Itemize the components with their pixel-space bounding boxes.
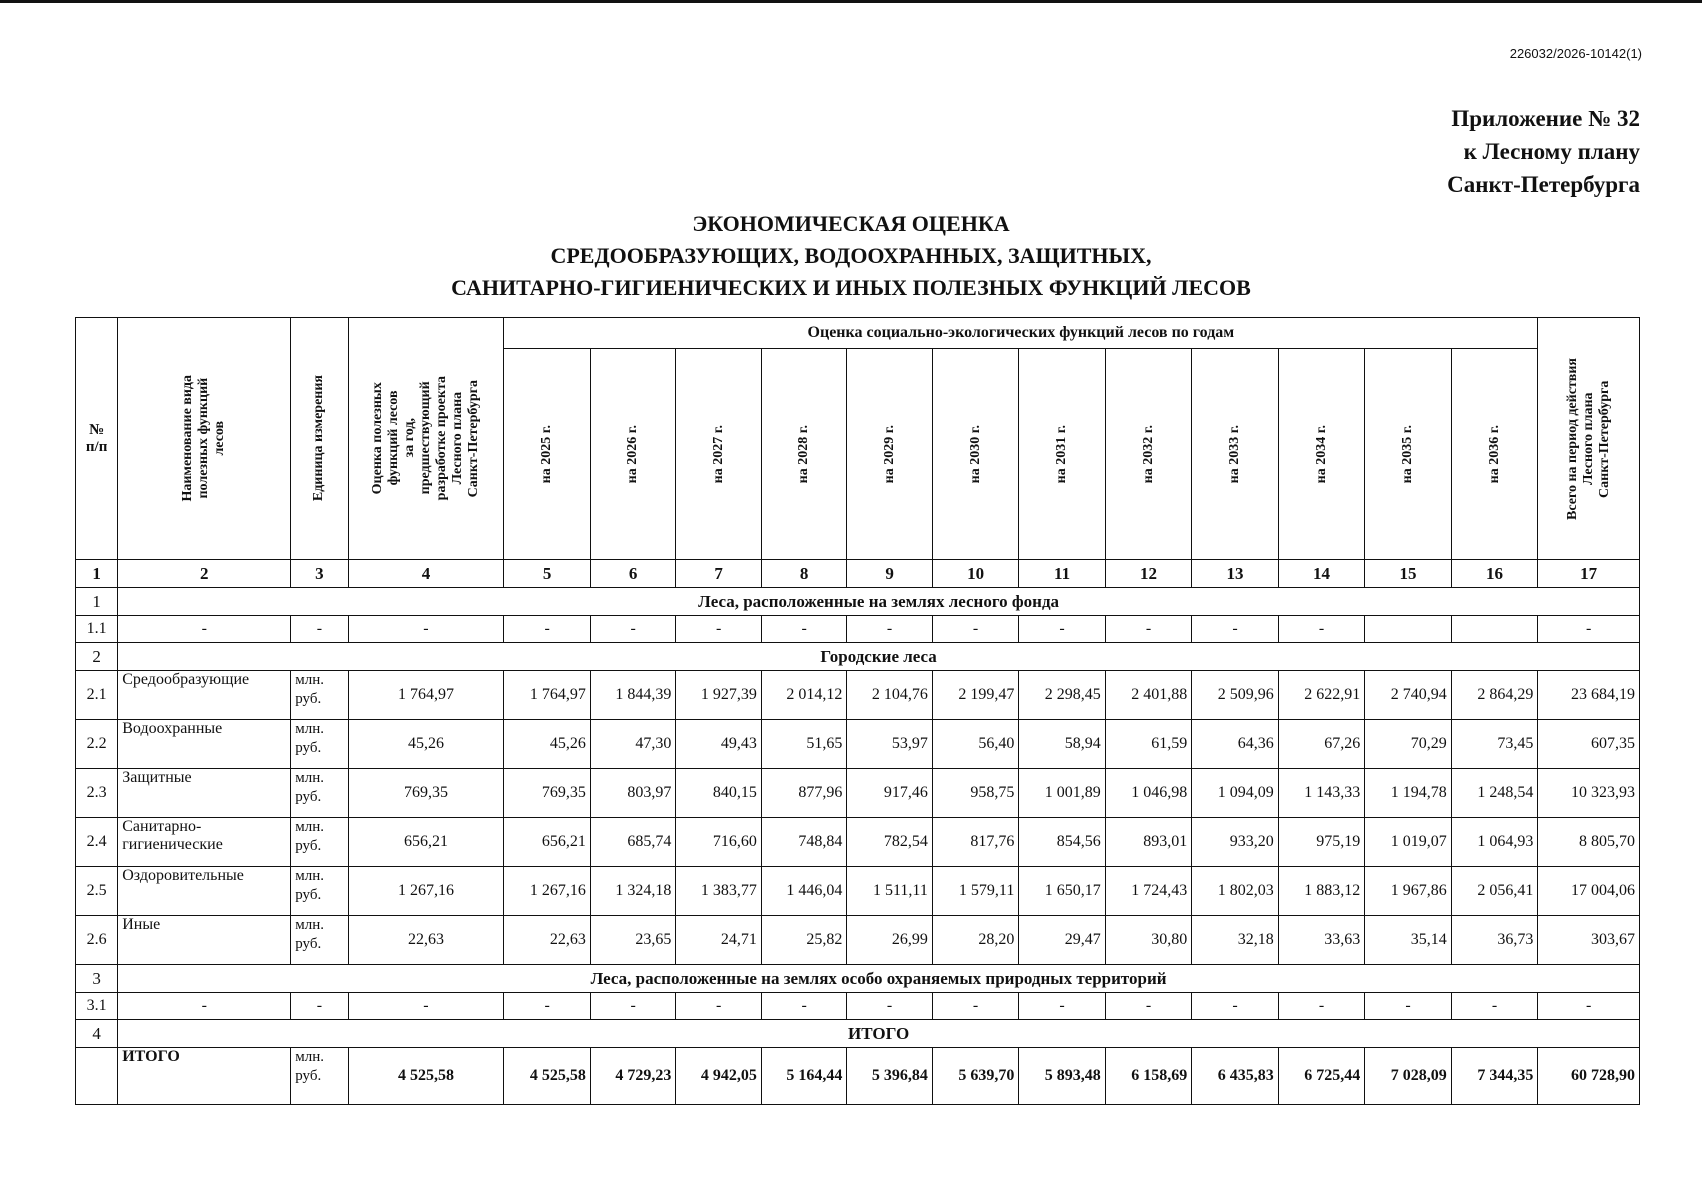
row-year-value: 5 164,44 <box>761 1048 846 1105</box>
header-prev-year-text: Оценка полезных функций лесов за год, предшествующий разработке проекта Лесного плана Санкт-Петербурга <box>369 376 481 501</box>
row-year-value: 6 158,69 <box>1105 1048 1191 1105</box>
row-name: Водоохранные <box>118 720 291 769</box>
header-year-text: на 2034 г. <box>1313 424 1329 484</box>
dash-cell: - <box>847 616 932 643</box>
row-name: ИТОГО <box>118 1048 291 1105</box>
row-year-value: 6 435,83 <box>1192 1048 1278 1105</box>
dash-cell: - <box>590 993 675 1020</box>
row-year-value: 2 740,94 <box>1365 671 1451 720</box>
dash-cell: - <box>932 993 1018 1020</box>
header-name-text: Наименование вида полезных функций лесов <box>180 375 228 502</box>
row-year-value: 975,19 <box>1278 818 1364 867</box>
valuation-table <box>75 317 1640 1105</box>
dash-cell <box>1365 616 1451 643</box>
row-year-value: 2 014,12 <box>761 671 846 720</box>
header-total-text: Всего на период действия Лесного плана Санкт-Петербурга <box>1564 357 1612 520</box>
column-number: 12 <box>1105 560 1191 588</box>
dash-cell: - <box>504 993 590 1020</box>
section-title: Леса, расположенные на землях лесного фонда <box>118 588 1640 616</box>
column-number: 1 <box>76 560 118 588</box>
row-year-value: 64,36 <box>1192 720 1278 769</box>
row-number: 2.4 <box>76 818 118 867</box>
dash-cell: - <box>348 993 504 1020</box>
header-year-text: на 2030 г. <box>967 424 983 484</box>
row-year-value: 917,46 <box>847 769 932 818</box>
row-unit: млн. руб. <box>291 867 348 916</box>
row-year-value: 1 927,39 <box>676 671 761 720</box>
row-year-value: 840,15 <box>676 769 761 818</box>
row-prev-value: 22,63 <box>348 916 504 965</box>
dash-cell: - <box>1105 993 1191 1020</box>
column-number: 15 <box>1365 560 1451 588</box>
header-year-text: на 2028 г. <box>796 424 812 484</box>
section-number: 3 <box>76 965 118 993</box>
row-year-value: 1 967,86 <box>1365 867 1451 916</box>
header-year <box>676 349 761 560</box>
row-name: Оздоровительные <box>118 867 291 916</box>
row-year-value: 1 324,18 <box>590 867 675 916</box>
header-year <box>847 349 932 560</box>
dash-cell: - <box>504 616 590 643</box>
appendix-line-3: Санкт-Петербурга <box>1447 172 1640 197</box>
column-number: 2 <box>118 560 291 588</box>
column-number: 8 <box>761 560 846 588</box>
dash-cell: - <box>1019 993 1105 1020</box>
table-row <box>76 720 1640 769</box>
row-year-value: 35,14 <box>1365 916 1451 965</box>
row-year-value: 53,97 <box>847 720 932 769</box>
row-year-value: 33,63 <box>1278 916 1364 965</box>
row-year-value: 2 104,76 <box>847 671 932 720</box>
row-number: 2.2 <box>76 720 118 769</box>
header-prev-year <box>348 318 504 560</box>
header-name <box>118 318 291 560</box>
row-year-value: 7 344,35 <box>1451 1048 1538 1105</box>
table-row <box>76 769 1640 818</box>
row-year-value: 877,96 <box>761 769 846 818</box>
empty-row <box>76 616 1640 643</box>
row-year-value: 1 064,93 <box>1451 818 1538 867</box>
header-year-text: на 2031 г. <box>1054 424 1070 484</box>
header-year <box>1278 349 1364 560</box>
dash-cell: - <box>761 993 846 1020</box>
row-year-value: 1 094,09 <box>1192 769 1278 818</box>
header-year-text: на 2026 г. <box>625 424 641 484</box>
dash-cell: - <box>1278 616 1364 643</box>
header-unit <box>291 318 348 560</box>
header-total <box>1538 318 1640 560</box>
row-year-value: 1 511,11 <box>847 867 932 916</box>
table-row <box>76 867 1640 916</box>
row-year-value: 4 729,23 <box>590 1048 675 1105</box>
row-year-value: 36,73 <box>1451 916 1538 965</box>
header-year <box>761 349 846 560</box>
row-year-value: 2 622,91 <box>1278 671 1364 720</box>
row-name: Иные <box>118 916 291 965</box>
header-year <box>1365 349 1451 560</box>
column-number: 14 <box>1278 560 1364 588</box>
row-year-value: 2 864,29 <box>1451 671 1538 720</box>
title-line-2: СРЕДООБРАЗУЮЩИХ, ВОДООХРАННЫХ, ЗАЩИТНЫХ, <box>550 243 1152 268</box>
row-year-value: 1 446,04 <box>761 867 846 916</box>
row-year-value: 656,21 <box>504 818 590 867</box>
row-year-value: 1 650,17 <box>1019 867 1105 916</box>
row-year-value: 1 764,97 <box>504 671 590 720</box>
header-year <box>932 349 1018 560</box>
dash-cell: - <box>1019 616 1105 643</box>
row-year-value: 1 883,12 <box>1278 867 1364 916</box>
document-title <box>0 208 1702 304</box>
dash-cell: - <box>676 993 761 1020</box>
dash-cell: - <box>118 616 291 643</box>
row-total-value: 607,35 <box>1538 720 1640 769</box>
row-number: 1.1 <box>76 616 118 643</box>
header-year <box>590 349 675 560</box>
row-year-value: 817,76 <box>932 818 1018 867</box>
column-number: 16 <box>1451 560 1538 588</box>
empty-row <box>76 993 1640 1020</box>
row-year-value: 2 298,45 <box>1019 671 1105 720</box>
row-year-value: 58,94 <box>1019 720 1105 769</box>
dash-cell: - <box>348 616 504 643</box>
row-total-value: 10 323,93 <box>1538 769 1640 818</box>
section-title: Леса, расположенные на землях особо охраняемых природных территорий <box>118 965 1640 993</box>
row-year-value: 803,97 <box>590 769 675 818</box>
row-number <box>76 1048 118 1105</box>
column-number-row <box>76 560 1640 588</box>
row-year-value: 25,82 <box>761 916 846 965</box>
column-number: 7 <box>676 560 761 588</box>
row-year-value: 1 267,16 <box>504 867 590 916</box>
row-total-value: 23 684,19 <box>1538 671 1640 720</box>
row-year-value: 958,75 <box>932 769 1018 818</box>
dash-cell: - <box>118 993 291 1020</box>
row-year-value: 769,35 <box>504 769 590 818</box>
row-year-value: 685,74 <box>590 818 675 867</box>
header-year <box>1019 349 1105 560</box>
row-year-value: 47,30 <box>590 720 675 769</box>
row-number: 2.5 <box>76 867 118 916</box>
header-unit-text: Единица измерения <box>311 375 327 502</box>
row-number: 3.1 <box>76 993 118 1020</box>
row-year-value: 61,59 <box>1105 720 1191 769</box>
column-number: 9 <box>847 560 932 588</box>
row-year-value: 1 579,11 <box>932 867 1018 916</box>
dash-cell <box>1451 616 1538 643</box>
row-total-value: 60 728,90 <box>1538 1048 1640 1105</box>
registration-number: 226032/2026-10142(1) <box>1509 46 1642 61</box>
table-row <box>76 916 1640 965</box>
total-row <box>76 1048 1640 1105</box>
row-year-value: 4 525,58 <box>504 1048 590 1105</box>
row-year-value: 56,40 <box>932 720 1018 769</box>
column-number: 11 <box>1019 560 1105 588</box>
header-year-text: на 2025 г. <box>539 424 555 484</box>
row-prev-value: 769,35 <box>348 769 504 818</box>
header-year-text: на 2033 г. <box>1227 424 1243 484</box>
section-row <box>76 1020 1640 1048</box>
dash-cell: - <box>1192 616 1278 643</box>
table-body <box>76 588 1640 1105</box>
section-row <box>76 588 1640 616</box>
header-years-group: Оценка социально-экологических функций лесов по годам <box>504 318 1538 349</box>
row-year-value: 1 143,33 <box>1278 769 1364 818</box>
column-number: 4 <box>348 560 504 588</box>
dash-cell: - <box>1451 993 1538 1020</box>
row-year-value: 782,54 <box>847 818 932 867</box>
dash-cell: - <box>1538 993 1640 1020</box>
row-year-value: 748,84 <box>761 818 846 867</box>
row-prev-value: 45,26 <box>348 720 504 769</box>
appendix-heading <box>1447 102 1640 201</box>
row-number: 2.3 <box>76 769 118 818</box>
title-line-1: ЭКОНОМИЧЕСКАЯ ОЦЕНКА <box>692 211 1010 236</box>
row-year-value: 45,26 <box>504 720 590 769</box>
row-name: Средообразующие <box>118 671 291 720</box>
title-line-3: САНИТАРНО-ГИГИЕНИЧЕСКИХ И ИНЫХ ПОЛЕЗНЫХ ФУНКЦИЙ ЛЕСОВ <box>451 275 1251 300</box>
row-year-value: 7 028,09 <box>1365 1048 1451 1105</box>
row-year-value: 73,45 <box>1451 720 1538 769</box>
row-prev-value: 4 525,58 <box>348 1048 504 1105</box>
header-row-1 <box>76 318 1640 349</box>
row-unit: млн. руб. <box>291 818 348 867</box>
table-row <box>76 671 1640 720</box>
column-number: 3 <box>291 560 348 588</box>
row-unit: млн. руб. <box>291 769 348 818</box>
appendix-line-2: к Лесному плану <box>1463 139 1640 164</box>
row-year-value: 23,65 <box>590 916 675 965</box>
dash-cell: - <box>1365 993 1451 1020</box>
row-year-value: 29,47 <box>1019 916 1105 965</box>
table-header <box>76 318 1640 588</box>
dash-cell: - <box>847 993 932 1020</box>
column-number: 17 <box>1538 560 1640 588</box>
row-prev-value: 1 267,16 <box>348 867 504 916</box>
row-year-value: 5 396,84 <box>847 1048 932 1105</box>
row-year-value: 716,60 <box>676 818 761 867</box>
row-year-value: 1 194,78 <box>1365 769 1451 818</box>
dash-cell: - <box>761 616 846 643</box>
row-number: 2.6 <box>76 916 118 965</box>
row-number: 2.1 <box>76 671 118 720</box>
dash-cell: - <box>291 616 348 643</box>
dash-cell: - <box>1538 616 1640 643</box>
row-unit: млн. руб. <box>291 671 348 720</box>
header-year <box>1192 349 1278 560</box>
row-name: Защитные <box>118 769 291 818</box>
table-row <box>76 818 1640 867</box>
section-row <box>76 965 1640 993</box>
row-unit: млн. руб. <box>291 720 348 769</box>
row-year-value: 2 401,88 <box>1105 671 1191 720</box>
row-year-value: 1 248,54 <box>1451 769 1538 818</box>
dash-cell: - <box>1105 616 1191 643</box>
row-year-value: 1 724,43 <box>1105 867 1191 916</box>
dash-cell: - <box>1192 993 1278 1020</box>
row-year-value: 933,20 <box>1192 818 1278 867</box>
row-prev-value: 1 764,97 <box>348 671 504 720</box>
row-year-value: 5 893,48 <box>1019 1048 1105 1105</box>
header-year-text: на 2029 г. <box>881 424 897 484</box>
row-year-value: 854,56 <box>1019 818 1105 867</box>
section-number: 2 <box>76 643 118 671</box>
row-total-value: 17 004,06 <box>1538 867 1640 916</box>
row-year-value: 1 001,89 <box>1019 769 1105 818</box>
dash-cell: - <box>590 616 675 643</box>
row-year-value: 1 802,03 <box>1192 867 1278 916</box>
row-year-value: 1 046,98 <box>1105 769 1191 818</box>
section-row <box>76 643 1640 671</box>
header-year-text: на 2027 г. <box>710 424 726 484</box>
row-year-value: 49,43 <box>676 720 761 769</box>
row-year-value: 30,80 <box>1105 916 1191 965</box>
section-title: ИТОГО <box>118 1020 1640 1048</box>
row-year-value: 1 844,39 <box>590 671 675 720</box>
row-year-value: 6 725,44 <box>1278 1048 1364 1105</box>
dash-cell: - <box>676 616 761 643</box>
dash-cell: - <box>932 616 1018 643</box>
row-year-value: 2 199,47 <box>932 671 1018 720</box>
appendix-line-1: Приложение № 32 <box>1451 106 1640 131</box>
dash-cell: - <box>1278 993 1364 1020</box>
column-number: 5 <box>504 560 590 588</box>
row-total-value: 8 805,70 <box>1538 818 1640 867</box>
row-year-value: 67,26 <box>1278 720 1364 769</box>
row-year-value: 32,18 <box>1192 916 1278 965</box>
header-year <box>1105 349 1191 560</box>
row-year-value: 26,99 <box>847 916 932 965</box>
row-year-value: 28,20 <box>932 916 1018 965</box>
row-year-value: 22,63 <box>504 916 590 965</box>
row-year-value: 2 509,96 <box>1192 671 1278 720</box>
header-year-text: на 2035 г. <box>1399 424 1415 484</box>
column-number: 13 <box>1192 560 1278 588</box>
header-year <box>1451 349 1538 560</box>
row-year-value: 1 383,77 <box>676 867 761 916</box>
header-year-text: на 2032 г. <box>1140 424 1156 484</box>
row-year-value: 24,71 <box>676 916 761 965</box>
dash-cell: - <box>291 993 348 1020</box>
column-number: 10 <box>932 560 1018 588</box>
section-title: Городские леса <box>118 643 1640 671</box>
header-year <box>504 349 590 560</box>
header-num: № п/п <box>76 318 118 560</box>
row-name: Санитарно- гигиенические <box>118 818 291 867</box>
column-number: 6 <box>590 560 675 588</box>
row-year-value: 51,65 <box>761 720 846 769</box>
row-year-value: 4 942,05 <box>676 1048 761 1105</box>
row-unit: млн. руб. <box>291 1048 348 1105</box>
top-border-line <box>0 0 1702 3</box>
row-year-value: 2 056,41 <box>1451 867 1538 916</box>
section-number: 4 <box>76 1020 118 1048</box>
row-total-value: 303,67 <box>1538 916 1640 965</box>
row-prev-value: 656,21 <box>348 818 504 867</box>
row-year-value: 893,01 <box>1105 818 1191 867</box>
section-number: 1 <box>76 588 118 616</box>
row-year-value: 1 019,07 <box>1365 818 1451 867</box>
row-year-value: 70,29 <box>1365 720 1451 769</box>
header-year-text: на 2036 г. <box>1486 424 1502 484</box>
row-unit: млн. руб. <box>291 916 348 965</box>
row-year-value: 5 639,70 <box>932 1048 1018 1105</box>
